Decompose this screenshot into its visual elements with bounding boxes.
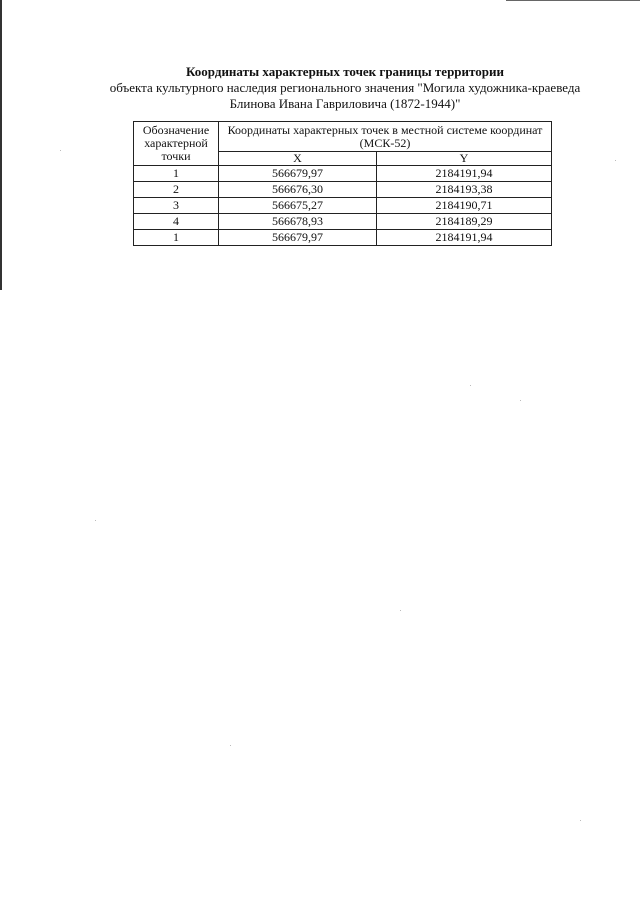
y-cell: 2184189,29 bbox=[377, 214, 552, 230]
scan-speckle bbox=[400, 610, 401, 611]
table-row bbox=[134, 214, 552, 230]
scan-speckle bbox=[520, 400, 521, 401]
point-cell: 1 bbox=[134, 230, 219, 246]
designation-header: Обозначение характерной точки bbox=[134, 122, 219, 166]
table-row bbox=[134, 198, 552, 214]
table-row bbox=[134, 182, 552, 198]
y-column-header: Y bbox=[377, 152, 552, 166]
scan-speckle bbox=[615, 160, 616, 161]
x-cell: 566679,97 bbox=[219, 230, 377, 246]
point-cell: 3 bbox=[134, 198, 219, 214]
x-column-header: X bbox=[219, 152, 377, 166]
coordinates-table bbox=[133, 121, 552, 246]
y-cell: 2184190,71 bbox=[377, 198, 552, 214]
table-header-row bbox=[134, 122, 552, 152]
scan-speckle bbox=[230, 745, 231, 746]
point-cell: 4 bbox=[134, 214, 219, 230]
point-cell: 2 bbox=[134, 182, 219, 198]
document-subtitle-line1: объекта культурного наследия регионального значения "Могила художника-краеведа bbox=[109, 80, 581, 95]
x-cell: 566678,93 bbox=[219, 214, 377, 230]
point-cell: 1 bbox=[134, 166, 219, 182]
y-cell: 2184191,94 bbox=[377, 166, 552, 182]
scan-speckle bbox=[470, 385, 471, 386]
scan-edge-top bbox=[506, 0, 640, 1]
scan-speckle bbox=[580, 820, 581, 821]
scan-edge-left bbox=[0, 0, 2, 290]
x-cell: 566675,27 bbox=[219, 198, 377, 214]
y-cell: 2184193,38 bbox=[377, 182, 552, 198]
table-row bbox=[134, 166, 552, 182]
y-cell: 2184191,94 bbox=[377, 230, 552, 246]
x-cell: 566679,97 bbox=[219, 166, 377, 182]
scan-speckle bbox=[95, 520, 96, 521]
table-row bbox=[134, 230, 552, 246]
document-heading bbox=[60, 64, 630, 112]
document-subtitle-line2: Блинова Ивана Гавриловича (1872-1944)" bbox=[229, 96, 461, 111]
x-cell: 566676,30 bbox=[219, 182, 377, 198]
scan-speckle bbox=[60, 150, 61, 151]
coordinates-header: Координаты характерных точек в местной системе координат (МСК-52) bbox=[219, 122, 552, 152]
document-title: Координаты характерных точек границы территории bbox=[186, 64, 504, 79]
